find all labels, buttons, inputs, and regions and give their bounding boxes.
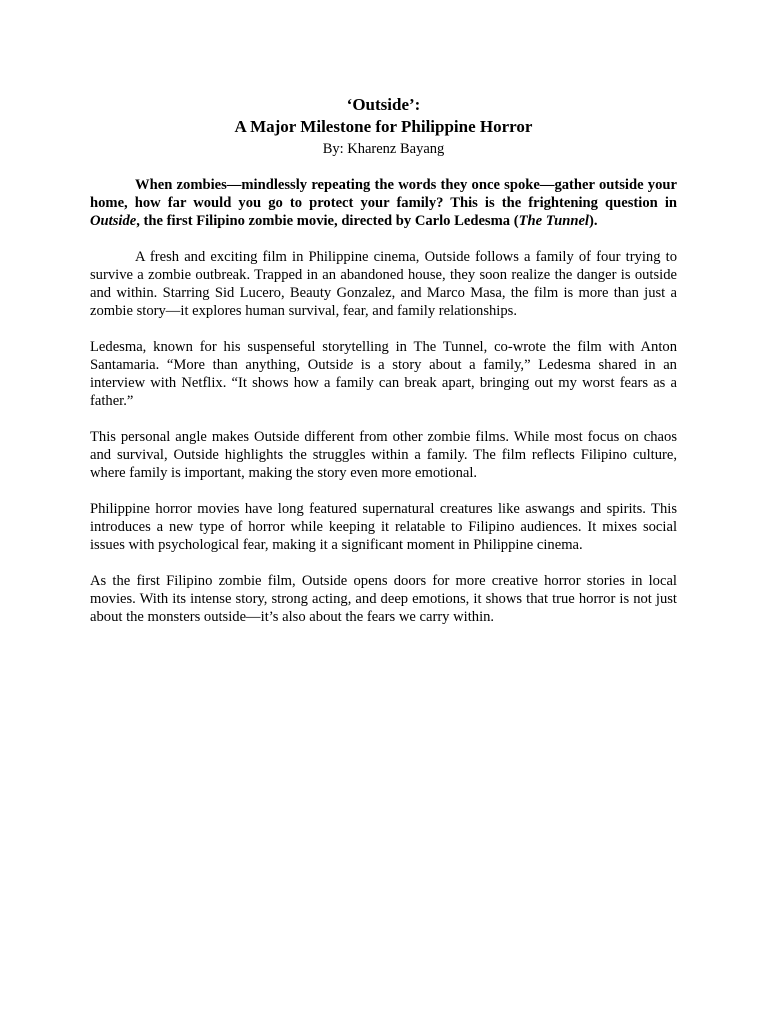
body-paragraph-4: Philippine horror movies have long featured supernatural creatures like aswangs and spirits. This introduces a new type of horror while keeping it relatable to Filipino audiences. It mixes social issues with psychological fear, making it a significant moment in Philippine cinema. [90,501,677,553]
paragraph-2-italic: e [346,357,354,373]
lead-title-outside: Outside [90,213,137,229]
paragraph-2-text-2: is a story about a family,” Ledesma shared in an interview with Netflix. “It shows how a family can break apart, bringing out my worst fears as a father.” [90,357,677,409]
title-block [90,94,677,159]
byline: By: Kharenz Bayang [322,141,445,157]
body-paragraph-5: As the first Filipino zombie film, Outside opens doors for more creative horror stories in local movies. With its intense story, strong acting, and deep emotions, it shows that true horror is not just about the monsters outside—it’s also about the fears we carry within. [90,573,677,625]
lead-title-the-tunnel: The Tunnel [518,213,589,229]
body-paragraph-1: A fresh and exciting film in Philippine cinema, Outside follows a family of four trying to survive a zombie outbreak. Trapped in an abandoned house, they soon realize the danger is outside and within. Starring Sid Lucero, Beauty Gonzalez, and Marco Masa, the film is more than just a zombie story—it explores human survival, fear, and family relationships. [90,249,677,319]
article-title-line-2: A Major Milestone for Philippine Horror [234,117,533,136]
lead-paragraph [90,176,677,230]
lead-text-1: When zombies—mindlessly repeating the words they once spoke—gather outside your home, how far would you go to protect your family? This is the frightening question in [90,177,677,211]
body-paragraph-2 [90,338,677,410]
lead-text-2: , the first Filipino zombie movie, directed by Carlo Ledesma ( [136,213,519,229]
document-page [90,94,677,626]
article-title-line-1: ‘Outside’: [346,95,421,114]
paragraph-2-text-1: Ledesma, known for his suspenseful storytelling in The Tunnel, co-wrote the film with Anton Santamaria. “More than anything, Outsid [90,339,677,373]
body-paragraph-3: This personal angle makes Outside different from other zombie films. While most focus on chaos and survival, Outside highlights the struggles within a family. The film reflects Filipino culture, where family is important, making the story even more emotional. [90,429,677,481]
lead-text-3: ). [589,213,598,229]
